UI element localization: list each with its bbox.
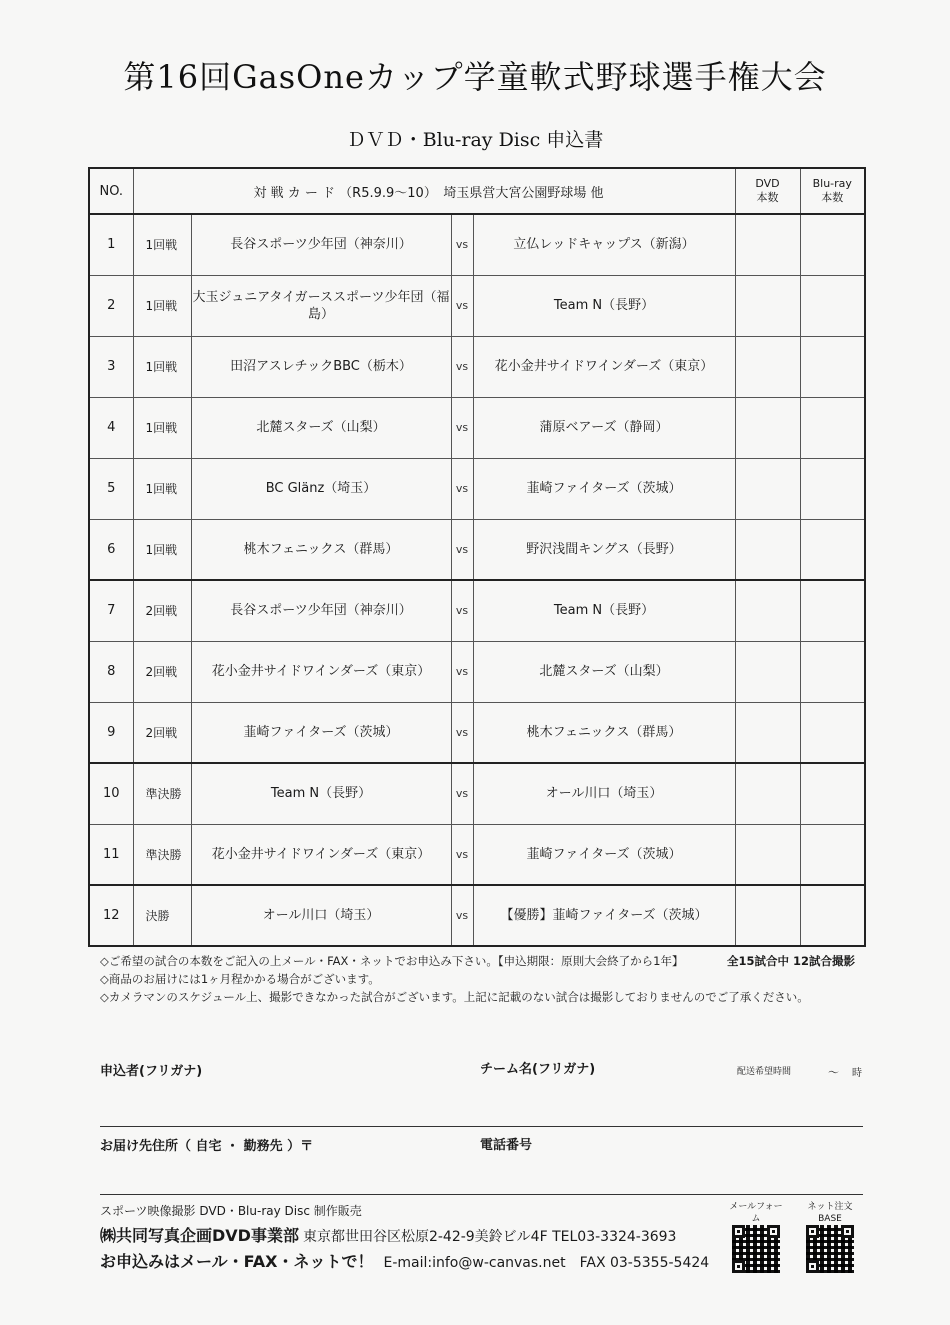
qr-base-label-a: ネット注文 — [807, 1202, 853, 1212]
match-round: 1回戦 — [133, 275, 191, 336]
match-number: 11 — [89, 824, 133, 885]
away-team: Team N（長野） — [473, 580, 735, 641]
bluray-count-input[interactable] — [800, 580, 865, 641]
company-name: ㈱共同写真企画DVD事業部 — [100, 1226, 299, 1245]
table-row — [89, 519, 865, 580]
dvd-count-input[interactable] — [735, 824, 800, 885]
table-row — [89, 336, 865, 397]
versus-label: vs — [451, 458, 473, 519]
home-team: 花小金井サイドワインダーズ（東京） — [191, 824, 451, 885]
home-team: 韮崎ファイターズ（茨城） — [191, 702, 451, 763]
applicant-label: 申込者(フリガナ) — [100, 1064, 203, 1079]
dvd-count-input[interactable] — [735, 214, 800, 275]
dvd-count-input[interactable] — [735, 397, 800, 458]
match-round: 準決勝 — [133, 763, 191, 824]
match-number: 8 — [89, 641, 133, 702]
away-team: 韮崎ファイターズ（茨城） — [473, 824, 735, 885]
versus-label: vs — [451, 275, 473, 336]
versus-label: vs — [451, 336, 473, 397]
header-dvd-count: 本数 — [756, 191, 779, 204]
delivery-time-hour: 時 — [852, 1068, 862, 1079]
bluray-count-input[interactable] — [800, 336, 865, 397]
match-round: 1回戦 — [133, 214, 191, 275]
match-round: 2回戦 — [133, 641, 191, 702]
home-team: 大玉ジュニアタイガーススポーツ少年団（福島） — [191, 275, 451, 336]
dvd-count-input[interactable] — [735, 275, 800, 336]
dvd-count-input[interactable] — [735, 641, 800, 702]
table-row — [89, 885, 865, 946]
bluray-count-input[interactable] — [800, 763, 865, 824]
match-round: 2回戦 — [133, 702, 191, 763]
qr-code-base-icon[interactable] — [806, 1225, 854, 1273]
page-title: 第16回GasOneカップ学童軟式野球選手権大会 — [123, 58, 827, 96]
away-team: 韮崎ファイターズ（茨城） — [473, 458, 735, 519]
home-team: 田沼アスレチックBBC（栃木） — [191, 336, 451, 397]
header-bluray — [800, 168, 865, 214]
away-team: 花小金井サイドワインダーズ（東京） — [473, 336, 735, 397]
dvd-count-input[interactable] — [735, 763, 800, 824]
match-number: 12 — [89, 885, 133, 946]
dvd-count-input[interactable] — [735, 336, 800, 397]
versus-label: vs — [451, 641, 473, 702]
header-dvd-label: DVD — [755, 177, 780, 190]
table-row — [89, 702, 865, 763]
note-line-2: ◇商品のお届けには1ヶ月程かかる場合がございます。 — [100, 972, 380, 986]
versus-label: vs — [451, 763, 473, 824]
match-round: 1回戦 — [133, 458, 191, 519]
match-number: 1 — [89, 214, 133, 275]
fax-number: FAX 03-5355-5424 — [579, 1255, 710, 1271]
match-round: 2回戦 — [133, 580, 191, 641]
company-info — [100, 1223, 676, 1246]
bluray-count-input[interactable] — [800, 519, 865, 580]
away-team: 野沢浅間キングス（長野） — [473, 519, 735, 580]
dvd-count-input[interactable] — [735, 702, 800, 763]
versus-label: vs — [451, 580, 473, 641]
away-team: 【優勝】韮崎ファイターズ（茨城） — [473, 885, 735, 946]
match-number: 10 — [89, 763, 133, 824]
table-row — [89, 641, 865, 702]
bluray-count-input[interactable] — [800, 275, 865, 336]
match-number: 4 — [89, 397, 133, 458]
bluray-count-input[interactable] — [800, 397, 865, 458]
match-round: 1回戦 — [133, 519, 191, 580]
bluray-count-input[interactable] — [800, 641, 865, 702]
home-team: Team N（長野） — [191, 763, 451, 824]
delivery-time-label: 配送希望時間 — [737, 1067, 792, 1077]
coverage-summary: 全15試合中 12試合撮影 — [727, 954, 856, 968]
qr-base-label-b: BASE — [818, 1214, 842, 1224]
order-cta — [100, 1249, 709, 1272]
header-match-card: 対 戦 カ ー ド （R5.9.9～10） 埼玉県営大宮公園野球場 他 — [133, 168, 735, 214]
header-bluray-label: Blu-ray — [812, 177, 852, 190]
home-team: 桃木フェニックス（群馬） — [191, 519, 451, 580]
match-number: 2 — [89, 275, 133, 336]
away-team: Team N（長野） — [473, 275, 735, 336]
dvd-count-input[interactable] — [735, 519, 800, 580]
table-row — [89, 458, 865, 519]
table-header — [89, 168, 865, 214]
home-team: 北麓スターズ（山梨） — [191, 397, 451, 458]
table-row — [89, 397, 865, 458]
qr-mailform-label-a: メールフォーム — [729, 1202, 783, 1224]
note-line-3: ◇カメラマンのスケジュール上、撮影できなかった試合がございます。上記に記載のない試合は撮影しておりませんのでご了承ください。 — [100, 990, 809, 1004]
home-team: 花小金井サイドワインダーズ（東京） — [191, 641, 451, 702]
divider-line — [100, 1126, 863, 1127]
away-team: 桃木フェニックス（群馬） — [473, 702, 735, 763]
away-team: オール川口（埼玉） — [473, 763, 735, 824]
dvd-count-input[interactable] — [735, 458, 800, 519]
match-number: 9 — [89, 702, 133, 763]
qr-base-label — [800, 1201, 860, 1225]
divider-line-bottom — [100, 1194, 863, 1195]
match-round: 1回戦 — [133, 336, 191, 397]
bluray-count-input[interactable] — [800, 702, 865, 763]
away-team: 立仏レッドキャップス（新潟） — [473, 214, 735, 275]
match-round: 準決勝 — [133, 824, 191, 885]
home-team: 長谷スポーツ少年団（神奈川） — [191, 214, 451, 275]
away-team: 蒲原ベアーズ（静岡） — [473, 397, 735, 458]
table-row — [89, 580, 865, 641]
note-line-1: ◇ご希望の試合の本数をご記入の上メール・FAX・ネットでお申込み下さい。【申込期限：原則大会終了から1年】 — [100, 954, 684, 968]
table-row — [89, 275, 865, 336]
phone-label: 電話番号 — [480, 1138, 533, 1153]
company-address: 東京都世田谷区松原2-42-9美鈴ビル4F TEL03-3324-3693 — [302, 1229, 677, 1245]
bluray-count-input[interactable] — [800, 214, 865, 275]
versus-label: vs — [451, 519, 473, 580]
header-bluray-count: 本数 — [821, 191, 844, 204]
home-team: BC Glänz（埼玉） — [191, 458, 451, 519]
dvd-count-input[interactable] — [735, 580, 800, 641]
service-description: スポーツ映像撮影 DVD・Blu-ray Disc 制作販売 — [100, 1204, 362, 1218]
match-number: 3 — [89, 336, 133, 397]
table-row — [89, 214, 865, 275]
match-number: 6 — [89, 519, 133, 580]
qr-code-mailform-icon[interactable] — [732, 1225, 780, 1273]
versus-label: vs — [451, 397, 473, 458]
order-cta-text: お申込みはメール・FAX・ネットで！ — [100, 1252, 374, 1271]
versus-label: vs — [451, 702, 473, 763]
away-team: 北麓スターズ（山梨） — [473, 641, 735, 702]
bluray-count-input[interactable] — [800, 824, 865, 885]
table-row — [89, 824, 865, 885]
home-team: 長谷スポーツ少年団（神奈川） — [191, 580, 451, 641]
email-address[interactable]: E-mail:info@w-canvas.net — [383, 1255, 566, 1271]
match-number: 5 — [89, 458, 133, 519]
match-round: 1回戦 — [133, 397, 191, 458]
home-team: オール川口（埼玉） — [191, 885, 451, 946]
bluray-count-input[interactable] — [800, 458, 865, 519]
page-subtitle: ＤＶＤ・Blu-ray Disc 申込書 — [346, 129, 604, 151]
header-dvd — [735, 168, 800, 214]
table-row — [89, 763, 865, 824]
versus-label: vs — [451, 214, 473, 275]
delivery-time-tilde: ～ — [828, 1066, 839, 1079]
team-name-label: チーム名(フリガナ) — [480, 1062, 596, 1077]
dvd-count-input[interactable] — [735, 885, 800, 946]
match-round: 決勝 — [133, 885, 191, 946]
versus-label: vs — [451, 824, 473, 885]
match-table — [88, 167, 866, 947]
address-label: お届け先住所（ 自宅 ・ 勤務先 ）〒 — [100, 1139, 314, 1154]
match-number: 7 — [89, 580, 133, 641]
header-no: NO. — [89, 168, 133, 214]
versus-label: vs — [451, 885, 473, 946]
bluray-count-input[interactable] — [800, 885, 865, 946]
